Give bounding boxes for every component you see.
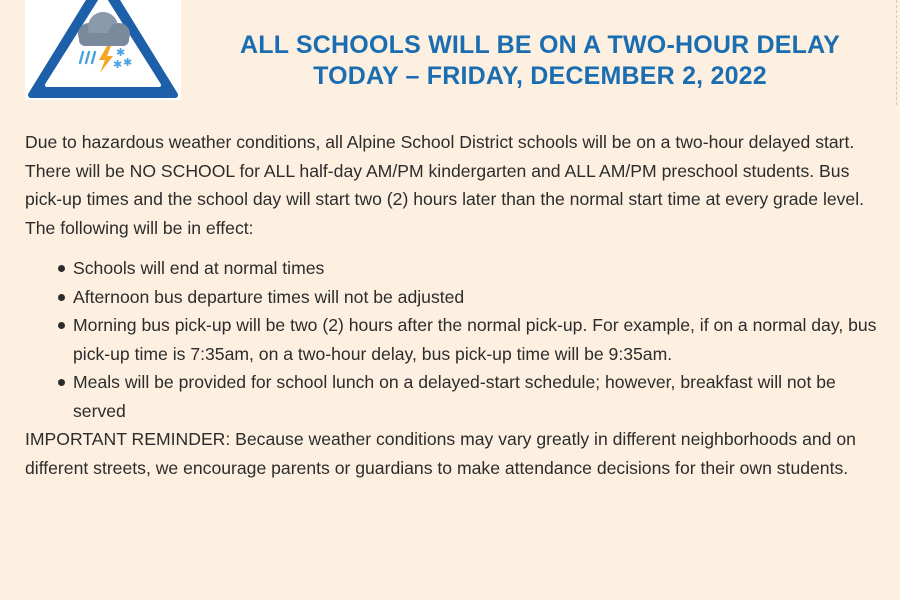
svg-text:✱: ✱ [123, 56, 133, 69]
list-item: Meals will be provided for school lunch on a delayed-start schedule; however, breakfast will not be served [73, 368, 890, 425]
svg-text:✱: ✱ [113, 58, 123, 71]
list-item: Afternoon bus departure times will not be adjusted [73, 283, 890, 312]
page-title [190, 30, 890, 92]
page-edge-divider [896, 0, 900, 105]
list-item: Morning bus pick-up will be two (2) hours after the normal pick-up. For example, if on a normal day, bus pick-up time is 7:35am, on a two-hour delay, bus pick-up time will be 9:35am. [73, 311, 890, 368]
effects-list [25, 254, 890, 425]
intro-paragraph: Due to hazardous weather conditions, all Alpine School District schools will be on a two-hour delayed start. There will be NO SCHOOL for ALL half-day AM/PM kindergarten and ALL AM/PM preschool students. Bus pick-up times and the school day will start two (2) hours later than the normal start time at every grade level. [25, 132, 865, 209]
lead-in-text: The following will be in effect: [25, 217, 254, 238]
announcement-body [25, 128, 890, 482]
title-line-1: ALL SCHOOLS WILL BE ON A TWO-HOUR DELAY [240, 31, 840, 59]
weather-warning-icon [25, 0, 181, 100]
svg-text:✱: ✱ [116, 46, 126, 59]
reminder-paragraph: IMPORTANT REMINDER: Because weather conditions may vary greatly in different neighborhoods and on different streets, we encourage parents or guardians to make attendance decisions for their own students. [25, 429, 856, 478]
weather-alert-logo [25, 0, 181, 100]
list-item: Schools will end at normal times [73, 254, 890, 283]
title-line-2: TODAY – FRIDAY, DECEMBER 2, 2022 [313, 62, 767, 90]
